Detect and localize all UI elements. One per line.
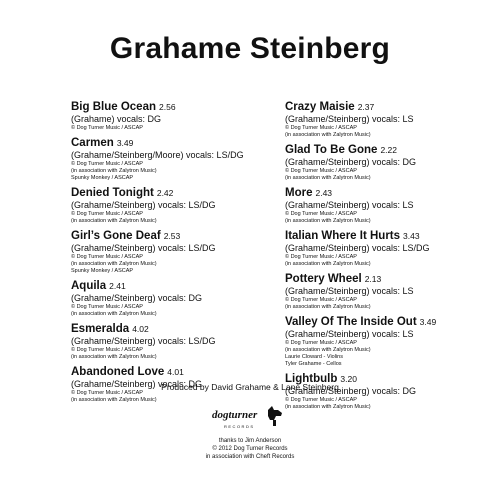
track-title-line: [71, 230, 276, 243]
track-note: (in association with Zalytron Music): [71, 311, 157, 317]
track-note: © Dog Turner Music / ASCAP: [71, 125, 143, 131]
track-entry: [71, 101, 276, 132]
track-credit: (Grahame/Steinberg) vocals: DG: [285, 386, 417, 396]
track-note: © Dog Turner Music / ASCAP: [285, 397, 357, 403]
logo-subtext: RECORDS: [224, 424, 255, 429]
track-title-line: [71, 366, 276, 379]
track-note: (in association with Zalytron Music): [71, 218, 157, 224]
track-note: (in association with Zalytron Music): [285, 132, 371, 138]
track-note: Tyler Grahame - Cellos: [285, 361, 342, 367]
track-title-line: [285, 316, 490, 329]
track-entry: [71, 137, 276, 182]
track-credit: (Grahame/Steinberg) vocals: LS/DG: [71, 200, 216, 210]
track-note: © Dog Turner Music / ASCAP: [71, 347, 143, 353]
track-entry: [285, 373, 490, 411]
track-note: © Dog Turner Music / ASCAP: [285, 211, 357, 217]
footer: [0, 437, 500, 461]
track-name: Esmeralda: [71, 323, 130, 335]
track-note: Spunky Monkey / ASCAP: [71, 268, 134, 274]
track-list-right: [285, 101, 490, 416]
track-credit: (Grahame/Steinberg) vocals: DG: [285, 157, 417, 167]
track-entry: [71, 280, 276, 318]
track-name: Glad To Be Gone: [285, 144, 378, 156]
track-note: (in association with Zalytron Music): [285, 261, 371, 267]
track-entry: [71, 323, 276, 361]
track-name: Crazy Maisie: [285, 101, 355, 113]
track-title-line: [285, 101, 490, 114]
track-entry: [71, 187, 276, 225]
track-credit: (Grahame/Steinberg) vocals: LS/DG: [71, 336, 216, 346]
track-duration: 2.53: [163, 231, 181, 241]
track-credit: (Grahame/Steinberg) vocals: LS: [285, 286, 414, 296]
track-credit: (Grahame/Steinberg) vocals: LS/DG: [71, 243, 216, 253]
track-name: Carmen: [71, 137, 114, 149]
track-note: (in association with Zalytron Music): [71, 261, 157, 267]
track-entry: [285, 144, 490, 182]
track-name: Denied Tonight: [71, 187, 154, 199]
track-title-line: [71, 187, 276, 200]
track-title-line: [285, 144, 490, 157]
track-name: Lightbulb: [285, 373, 338, 385]
track-name: Italian Where It Hurts: [285, 230, 401, 242]
track-note: (in association with Zalytron Music): [285, 218, 371, 224]
track-credit: (Grahame/Steinberg) vocals: LS: [285, 114, 414, 124]
track-title-line: [71, 137, 276, 150]
track-duration: 2.41: [109, 281, 126, 291]
track-duration: 2.56: [159, 102, 176, 112]
track-duration: 4.02: [132, 324, 149, 334]
track-credit: (Grahame/Steinberg/Moore) vocals: LS/DG: [71, 150, 244, 160]
track-title-line: [285, 230, 490, 243]
track-duration: 2.22: [380, 145, 397, 155]
track-credit: (Grahame/Steinberg) vocals: LS: [285, 200, 414, 210]
track-credit: (Grahame/Steinberg) vocals: LS/DG: [285, 243, 430, 253]
track-duration: 2.43: [315, 188, 333, 198]
track-duration: 3.43: [403, 231, 420, 241]
track-duration: 3.49: [116, 138, 134, 148]
track-note: (in association with Zalytron Music): [71, 354, 157, 360]
track-duration: 2.13: [364, 274, 382, 284]
track-title-line: [71, 323, 276, 336]
track-note: © Dog Turner Music / ASCAP: [285, 340, 357, 346]
track-note: © Dog Turner Music / ASCAP: [285, 254, 357, 260]
track-duration: 2.42: [156, 188, 174, 198]
track-entry: [71, 230, 276, 275]
track-note: © Dog Turner Music / ASCAP: [71, 254, 143, 260]
footer-line: in association with Cheft Records: [205, 454, 295, 460]
track-duration: 4.01: [167, 367, 184, 377]
album-title: Grahame Steinberg: [109, 32, 391, 65]
track-list-left: [71, 101, 276, 409]
track-note: (in association with Zalytron Music): [285, 347, 371, 353]
footer-line: thanks to Jim Anderson: [218, 438, 282, 444]
track-entry: [285, 273, 490, 311]
track-duration: 3.49: [419, 317, 437, 327]
track-note: © Dog Turner Music / ASCAP: [71, 211, 143, 217]
track-name: Abandoned Love: [71, 366, 165, 378]
track-name: More: [285, 187, 313, 199]
track-note: (in association with Zalytron Music): [71, 168, 157, 174]
track-note: (in association with Zalytron Music): [285, 304, 371, 310]
track-name: Aquila: [71, 280, 107, 292]
track-credit: (Grahame) vocals: DG: [71, 114, 162, 124]
track-name: Valley Of The Inside Out: [285, 316, 417, 328]
track-title-line: [285, 187, 490, 200]
track-name: Pottery Wheel: [285, 273, 362, 285]
track-note: Spunky Monkey / ASCAP: [71, 175, 134, 181]
track-entry: [285, 187, 490, 225]
track-duration: 2.37: [357, 102, 375, 112]
track-entry: [285, 101, 490, 139]
track-credit: (Grahame/Steinberg) vocals: DG: [71, 379, 203, 389]
track-entry: [285, 230, 490, 268]
track-note: © Dog Turner Music / ASCAP: [285, 125, 357, 131]
footer-line: © 2012 Dog Turner Records: [212, 446, 288, 452]
track-note: Laurie Cloward - Violins: [285, 354, 343, 360]
track-note: © Dog Turner Music / ASCAP: [71, 304, 143, 310]
produced-by: Produced by David Grahame & Lane Steinberg: [161, 382, 339, 392]
track-note: © Dog Turner Music / ASCAP: [285, 168, 357, 174]
dog-turner-records-logo: [210, 404, 290, 432]
dog-logo-icon: [210, 404, 290, 432]
track-name: Big Blue Ocean: [71, 101, 156, 113]
track-note: (in association with Zalytron Music): [285, 404, 371, 410]
track-name: Girl’s Gone Deaf: [71, 230, 161, 242]
track-duration: 3.20: [340, 374, 357, 384]
track-note: (in association with Zalytron Music): [71, 397, 157, 403]
track-title-line: [71, 280, 276, 293]
logo-wordmark: dogturner: [212, 409, 258, 421]
track-note: © Dog Turner Music / ASCAP: [71, 390, 143, 396]
track-entry: [285, 316, 490, 368]
track-credit: (Grahame/Steinberg) vocals: LS: [285, 329, 414, 339]
track-note: © Dog Turner Music / ASCAP: [285, 297, 357, 303]
track-title-line: [285, 273, 490, 286]
track-note: (in association with Zalytron Music): [285, 175, 371, 181]
track-credit: (Grahame/Steinberg) vocals: DG: [71, 293, 203, 303]
track-note: © Dog Turner Music / ASCAP: [71, 161, 143, 167]
track-title-line: [71, 101, 276, 114]
